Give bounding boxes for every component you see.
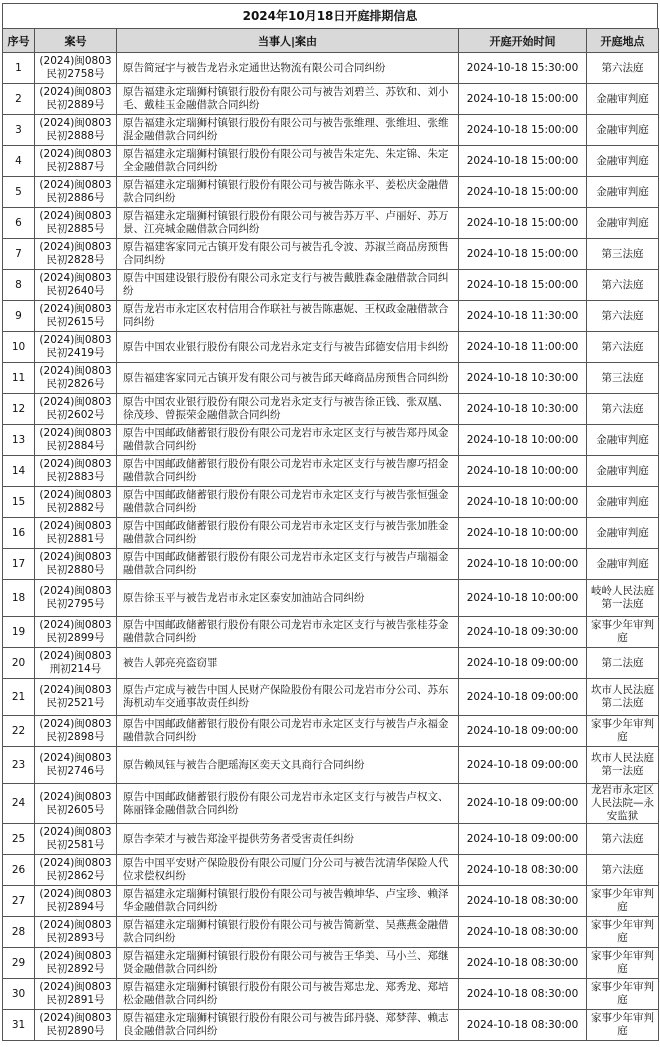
cell-case: (2024)闽0803民初2862号	[35, 855, 117, 886]
cell-place: 金融审判庭	[587, 425, 659, 456]
cell-time: 2024-10-18 11:00:00	[459, 332, 587, 363]
cell-place: 家事少年审判庭	[587, 1010, 659, 1041]
cell-party: 原告福建永定瑞狮村镇银行股份有限公司与被告朱定先、朱定锦、朱定全金融借款合同纠纷	[117, 146, 459, 177]
cell-case: (2024)闽0803民初2888号	[35, 115, 117, 146]
cell-no: 31	[3, 1010, 35, 1041]
cell-party: 原告徐玉平与被告龙岩市永定区泰安加油站合同纠纷	[117, 580, 459, 617]
cell-no: 2	[3, 84, 35, 115]
cell-place: 坎市人民法庭第二法庭	[587, 679, 659, 716]
cell-time: 2024-10-18 09:00:00	[459, 679, 587, 716]
cell-case: (2024)闽0803民初2891号	[35, 979, 117, 1010]
cell-party: 原告李荣才与被告郑淦平提供劳务者受害责任纠纷	[117, 824, 459, 855]
cell-place: 第六法庭	[587, 332, 659, 363]
cell-party: 原告中国农业银行股份有限公司龙岩永定支行与被告邱德安信用卡纠纷	[117, 332, 459, 363]
cell-time: 2024-10-18 09:30:00	[459, 617, 587, 648]
cell-place: 家事少年审判庭	[587, 716, 659, 747]
cell-time: 2024-10-18 15:00:00	[459, 208, 587, 239]
cell-party: 原告赖凤钰与被告合肥瑶海区奕天文具商行合同纠纷	[117, 747, 459, 784]
cell-time: 2024-10-18 15:00:00	[459, 84, 587, 115]
cell-party: 原告卢定成与被告中国人民财产保险股份有限公司龙岩市分公司、苏东海机动车交通事故责任纠纷	[117, 679, 459, 716]
cell-party: 原告福建永定瑞狮村镇银行股份有限公司与被告王华美、马小兰、郑继贤金融借款合同纠纷	[117, 948, 459, 979]
cell-place: 金融审判庭	[587, 549, 659, 580]
cell-party: 原告福建永定瑞狮村镇银行股份有限公司与被告邱丹骁、郑梦萍、赖志良金融借款合同纠纷	[117, 1010, 459, 1041]
cell-no: 13	[3, 425, 35, 456]
cell-place: 金融审判庭	[587, 177, 659, 208]
table-row	[3, 208, 659, 239]
cell-time: 2024-10-18 10:00:00	[459, 456, 587, 487]
cell-party: 原告中国建设银行股份有限公司永定支行与被告戴胜森金融借款合同纠纷	[117, 270, 459, 301]
cell-case: (2024)闽0803民初2521号	[35, 679, 117, 716]
cell-time: 2024-10-18 10:30:00	[459, 363, 587, 394]
cell-case: (2024)闽0803民初2898号	[35, 716, 117, 747]
cell-party: 原告中国邮政储蓄银行股份有限公司龙岩市永定区支行与被告廖巧招金融借款合同纠纷	[117, 456, 459, 487]
table-header-row	[3, 29, 659, 53]
cell-place: 第三法庭	[587, 239, 659, 270]
table-row	[3, 716, 659, 747]
cell-place: 家事少年审判庭	[587, 917, 659, 948]
cell-no: 24	[3, 784, 35, 824]
cell-no: 14	[3, 456, 35, 487]
cell-no: 28	[3, 917, 35, 948]
schedule-table	[2, 28, 659, 1041]
cell-case: (2024)闽0803民初2887号	[35, 146, 117, 177]
cell-time: 2024-10-18 15:30:00	[459, 53, 587, 84]
cell-no: 27	[3, 886, 35, 917]
header-place: 开庭地点	[587, 29, 659, 53]
cell-time: 2024-10-18 09:00:00	[459, 824, 587, 855]
cell-case: (2024)闽0803民初2894号	[35, 886, 117, 917]
cell-place: 第六法庭	[587, 394, 659, 425]
cell-party: 原告中国平安财产保险股份有限公司厦门分公司与被告沈清华保险人代位求偿权纠纷	[117, 855, 459, 886]
cell-party: 原告中国农业银行股份有限公司龙岩永定支行与被告徐正钱、张双凰、徐茂珍、曾振荣金融借款合同纠纷	[117, 394, 459, 425]
cell-case: (2024)闽0803民初2899号	[35, 617, 117, 648]
cell-party: 原告中国邮政储蓄银行股份有限公司龙岩市永定区支行与被告卢永福金融借款合同纠纷	[117, 716, 459, 747]
cell-time: 2024-10-18 10:00:00	[459, 518, 587, 549]
cell-no: 18	[3, 580, 35, 617]
table-row	[3, 487, 659, 518]
header-case: 案号	[35, 29, 117, 53]
cell-time: 2024-10-18 09:00:00	[459, 716, 587, 747]
cell-time: 2024-10-18 10:00:00	[459, 549, 587, 580]
table-row	[3, 394, 659, 425]
header-no: 序号	[3, 29, 35, 53]
table-row	[3, 84, 659, 115]
cell-place: 坎市人民法庭第一法庭	[587, 747, 659, 784]
cell-no: 9	[3, 301, 35, 332]
cell-time: 2024-10-18 09:00:00	[459, 648, 587, 679]
table-row	[3, 855, 659, 886]
cell-time: 2024-10-18 10:00:00	[459, 425, 587, 456]
cell-party: 原告福建客家同元古镇开发有限公司与被告孔令波、苏淑兰商品房预售合同纠纷	[117, 239, 459, 270]
cell-party: 原告简冠宇与被告龙岩永定通世达物流有限公司合同纠纷	[117, 53, 459, 84]
cell-place: 家事少年审判庭	[587, 617, 659, 648]
table-row	[3, 948, 659, 979]
table-row	[3, 332, 659, 363]
table-row	[3, 301, 659, 332]
cell-place: 第二法庭	[587, 648, 659, 679]
cell-case: (2024)闽0803民初2883号	[35, 456, 117, 487]
cell-case: (2024)闽0803民初2746号	[35, 747, 117, 784]
cell-no: 30	[3, 979, 35, 1010]
table-row	[3, 456, 659, 487]
cell-time: 2024-10-18 15:00:00	[459, 146, 587, 177]
cell-time: 2024-10-18 08:30:00	[459, 886, 587, 917]
cell-no: 21	[3, 679, 35, 716]
table-row	[3, 648, 659, 679]
cell-no: 22	[3, 716, 35, 747]
table-row	[3, 979, 659, 1010]
cell-party: 被告人郭亮亮盗窃罪	[117, 648, 459, 679]
cell-place: 第六法庭	[587, 855, 659, 886]
cell-case: (2024)闽0803民初2882号	[35, 487, 117, 518]
cell-place: 第六法庭	[587, 53, 659, 84]
cell-party: 原告福建永定瑞狮村镇银行股份有限公司与被告简新堂、吴燕燕金融借款合同纠纷	[117, 917, 459, 948]
cell-place: 金融审判庭	[587, 115, 659, 146]
cell-place: 金融审判庭	[587, 518, 659, 549]
cell-no: 1	[3, 53, 35, 84]
cell-no: 10	[3, 332, 35, 363]
header-party: 当事人|案由	[117, 29, 459, 53]
cell-time: 2024-10-18 15:00:00	[459, 177, 587, 208]
cell-time: 2024-10-18 09:00:00	[459, 784, 587, 824]
table-row	[3, 580, 659, 617]
cell-place: 金融审判庭	[587, 456, 659, 487]
cell-place: 金融审判庭	[587, 146, 659, 177]
cell-party: 原告中国邮政储蓄银行股份有限公司龙岩市永定区支行与被告张桂芬金融借款合同纠纷	[117, 617, 459, 648]
cell-case: (2024)闽0803民初2615号	[35, 301, 117, 332]
cell-case: (2024)闽0803民初2885号	[35, 208, 117, 239]
cell-party: 原告福建客家同元古镇开发有限公司与被告邱天峰商品房预售合同纠纷	[117, 363, 459, 394]
cell-place: 家事少年审判庭	[587, 948, 659, 979]
cell-place: 岐岭人民法庭第一法庭	[587, 580, 659, 617]
cell-no: 4	[3, 146, 35, 177]
cell-party: 原告龙岩市永定区农村信用合作联社与被告陈惠妮、王权政金融借款合同纠纷	[117, 301, 459, 332]
cell-case: (2024)闽0803刑初214号	[35, 648, 117, 679]
cell-case: (2024)闽0803民初2640号	[35, 270, 117, 301]
cell-time: 2024-10-18 10:00:00	[459, 487, 587, 518]
cell-case: (2024)闽0803民初2884号	[35, 425, 117, 456]
cell-place: 龙岩市永定区人民法院—永安监狱	[587, 784, 659, 824]
cell-time: 2024-10-18 10:00:00	[459, 580, 587, 617]
cell-place: 第六法庭	[587, 301, 659, 332]
cell-time: 2024-10-18 08:30:00	[459, 948, 587, 979]
page-title: 2024年10月18日开庭排期信息	[2, 3, 658, 28]
cell-time: 2024-10-18 10:30:00	[459, 394, 587, 425]
cell-no: 15	[3, 487, 35, 518]
cell-no: 5	[3, 177, 35, 208]
cell-no: 26	[3, 855, 35, 886]
cell-no: 16	[3, 518, 35, 549]
cell-party: 原告中国邮政储蓄银行股份有限公司龙岩市永定区支行与被告郑丹凤金融借款合同纠纷	[117, 425, 459, 456]
cell-party: 原告中国邮政储蓄银行股份有限公司龙岩市永定区支行与被告张恒强金融借款合同纠纷	[117, 487, 459, 518]
cell-case: (2024)闽0803民初2419号	[35, 332, 117, 363]
table-row	[3, 747, 659, 784]
cell-place: 第六法庭	[587, 270, 659, 301]
cell-party: 原告福建永定瑞狮村镇银行股份有限公司与被告郑忠龙、郑秀龙、郑培松金融借款合同纠纷	[117, 979, 459, 1010]
cell-place: 家事少年审判庭	[587, 979, 659, 1010]
cell-case: (2024)闽0803民初2889号	[35, 84, 117, 115]
table-row	[3, 549, 659, 580]
table-row	[3, 886, 659, 917]
table-row	[3, 270, 659, 301]
cell-no: 25	[3, 824, 35, 855]
cell-case: (2024)闽0803民初2826号	[35, 363, 117, 394]
cell-time: 2024-10-18 08:30:00	[459, 855, 587, 886]
cell-place: 金融审判庭	[587, 208, 659, 239]
cell-place: 金融审判庭	[587, 84, 659, 115]
cell-place: 第三法庭	[587, 363, 659, 394]
cell-case: (2024)闽0803民初2828号	[35, 239, 117, 270]
cell-party: 原告中国邮政储蓄银行股份有限公司龙岩市永定区支行与被告张加胜金融借款合同纠纷	[117, 518, 459, 549]
cell-case: (2024)闽0803民初2758号	[35, 53, 117, 84]
table-row	[3, 679, 659, 716]
cell-no: 7	[3, 239, 35, 270]
cell-case: (2024)闽0803民初2602号	[35, 394, 117, 425]
cell-no: 23	[3, 747, 35, 784]
cell-no: 20	[3, 648, 35, 679]
table-row	[3, 239, 659, 270]
cell-place: 第六法庭	[587, 824, 659, 855]
cell-no: 19	[3, 617, 35, 648]
cell-party: 原告福建永定瑞狮村镇银行股份有限公司与被告陈永平、姜松庆金融借款合同纠纷	[117, 177, 459, 208]
table-row	[3, 425, 659, 456]
cell-party: 原告福建永定瑞狮村镇银行股份有限公司与被告赖坤华、卢宝珍、赖泽华金融借款合同纠纷	[117, 886, 459, 917]
table-row	[3, 115, 659, 146]
table-row	[3, 1010, 659, 1041]
cell-case: (2024)闽0803民初2890号	[35, 1010, 117, 1041]
table-row	[3, 53, 659, 84]
cell-time: 2024-10-18 08:30:00	[459, 1010, 587, 1041]
table-row	[3, 146, 659, 177]
table-row	[3, 177, 659, 208]
table-row	[3, 917, 659, 948]
cell-no: 29	[3, 948, 35, 979]
cell-case: (2024)闽0803民初2892号	[35, 948, 117, 979]
cell-party: 原告中国邮政储蓄银行股份有限公司龙岩市永定区支行与被告卢权文、陈丽锋金融借款合同纠纷	[117, 784, 459, 824]
cell-time: 2024-10-18 15:00:00	[459, 239, 587, 270]
cell-no: 6	[3, 208, 35, 239]
table-row	[3, 824, 659, 855]
cell-case: (2024)闽0803民初2795号	[35, 580, 117, 617]
cell-time: 2024-10-18 08:30:00	[459, 979, 587, 1010]
cell-case: (2024)闽0803民初2881号	[35, 518, 117, 549]
cell-party: 原告福建永定瑞狮村镇银行股份有限公司与被告刘碧兰、苏钦和、刘小毛、戴桂玉金融借款合同纠纷	[117, 84, 459, 115]
table-row	[3, 518, 659, 549]
table-row	[3, 617, 659, 648]
cell-no: 11	[3, 363, 35, 394]
cell-time: 2024-10-18 15:00:00	[459, 115, 587, 146]
cell-time: 2024-10-18 08:30:00	[459, 917, 587, 948]
cell-time: 2024-10-18 15:00:00	[459, 270, 587, 301]
cell-party: 原告中国邮政储蓄银行股份有限公司龙岩市永定区支行与被告卢瑞福金融借款合同纠纷	[117, 549, 459, 580]
cell-party: 原告福建永定瑞狮村镇银行股份有限公司与被告苏万平、卢丽好、苏万景、江亮城金融借款合同纠纷	[117, 208, 459, 239]
schedule-sheet	[2, 3, 658, 1041]
cell-case: (2024)闽0803民初2886号	[35, 177, 117, 208]
cell-case: (2024)闽0803民初2880号	[35, 549, 117, 580]
cell-case: (2024)闽0803民初2893号	[35, 917, 117, 948]
cell-place: 金融审判庭	[587, 487, 659, 518]
cell-case: (2024)闽0803民初2605号	[35, 784, 117, 824]
cell-case: (2024)闽0803民初2581号	[35, 824, 117, 855]
cell-place: 家事少年审判庭	[587, 886, 659, 917]
cell-no: 3	[3, 115, 35, 146]
cell-no: 17	[3, 549, 35, 580]
cell-no: 12	[3, 394, 35, 425]
table-row	[3, 784, 659, 824]
table-body	[3, 53, 659, 1041]
cell-no: 8	[3, 270, 35, 301]
table-row	[3, 363, 659, 394]
header-time: 开庭开始时间	[459, 29, 587, 53]
cell-time: 2024-10-18 09:00:00	[459, 747, 587, 784]
cell-time: 2024-10-18 11:30:00	[459, 301, 587, 332]
cell-party: 原告福建永定瑞狮村镇银行股份有限公司与被告张维理、张维坦、张维混金融借款合同纠纷	[117, 115, 459, 146]
